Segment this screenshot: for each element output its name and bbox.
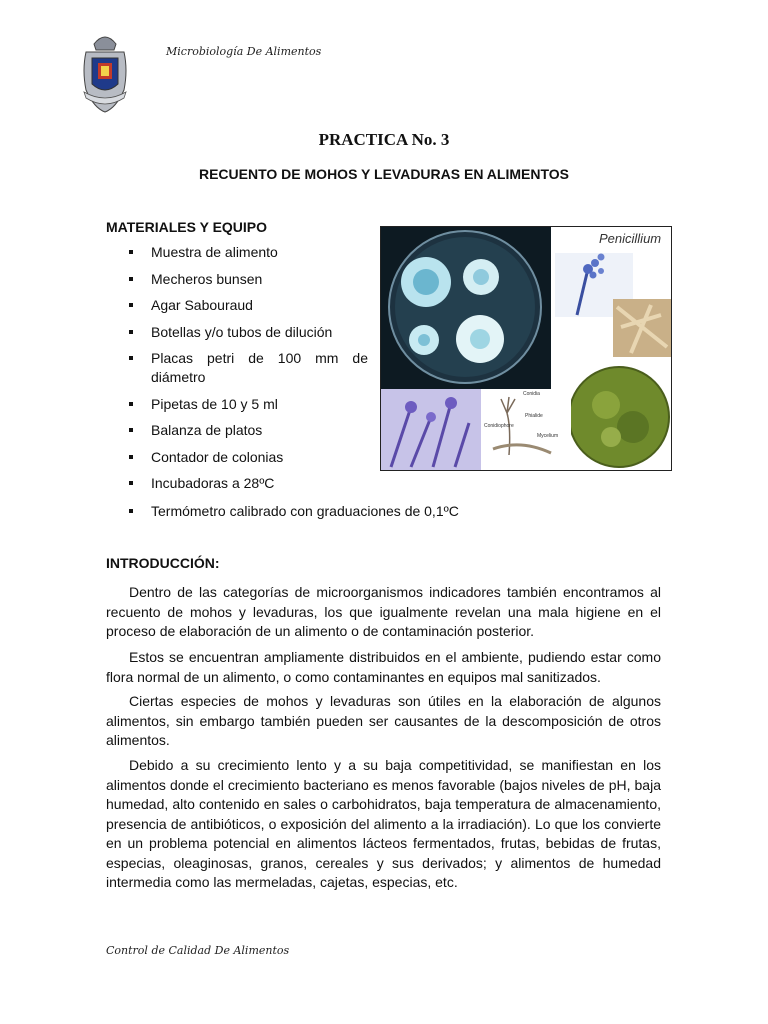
figure-label-conidia: Conidia (523, 391, 540, 397)
figure-label-conidiophore: Conidiophore (484, 423, 514, 429)
materials-list (106, 244, 368, 502)
running-footer: Control de Calidad De Alimentos (106, 944, 290, 957)
list-item: Balanza de platos (106, 422, 368, 439)
list-item: Mecheros bunsen (106, 271, 368, 288)
intro-paragraph: Debido a su crecimiento lento y a su baja competitividad, se manifiestan en los alimentos donde el crecimiento bacteriano es menos favorable (bajos niveles de pH, baja humedad, alto contenido en sales o carbohidratos, baja temperatura de almacenamiento, presencia de antibióticos, o exposición del alimento a la irradiación). Lo que los convierte en un problema potencial en alimentos lácteos fermentados, frutas, bebidas de frutas, especias, oleaginosas, granos, cereales y sus derivados; y alimentos de humedad intermedia como las mermeladas, cajetas, especias, etc. (106, 757, 661, 890)
page-subtitle: RECUENTO DE MOHOS Y LEVADURAS EN ALIMENTOS (198, 166, 569, 182)
page-title: PRACTICA No. 3 (318, 130, 450, 149)
introduction-heading: INTRODUCCIÓN: (106, 555, 220, 571)
figure-label-phialide: Phialide (525, 413, 543, 419)
list-item: Botellas y/o tubos de dilución (106, 324, 368, 341)
list-item: Incubadoras a 28ºC (106, 475, 368, 492)
list-item: Pipetas de 10 y 5 ml (106, 396, 368, 413)
intro-paragraph: Ciertas especies de mohos y levaduras son útiles en la elaboración de algunos alimentos, sin embargo también pueden ser causantes de la descomposición de otros alimentos. (106, 693, 661, 748)
list-item: Contador de colonias (106, 449, 368, 466)
university-crest-logo (80, 30, 130, 114)
list-item: Agar Sabouraud (106, 297, 368, 314)
running-header: Microbiología De Alimentos (166, 45, 322, 58)
list-item: Muestra de alimento (106, 244, 368, 261)
materials-heading: MATERIALES Y EQUIPO (106, 219, 268, 235)
figure-caption: Penicillium (599, 231, 662, 246)
list-item-continuation: diámetro (151, 369, 206, 385)
penicillium-collage-image (381, 227, 671, 470)
penicillium-figure (380, 226, 672, 471)
intro-paragraph: Estos se encuentran ampliamente distribuidos en el ambiente, pudiendo estar como flora normal de un alimento, o como contaminantes en equipos mal sanitizados. (106, 649, 661, 685)
figure-label-mycelium: Mycelium (537, 433, 559, 439)
list-item: Placas petri de 100 mm de (106, 350, 368, 367)
list-item: Termómetro calibrado con graduaciones de 0,1ºC (106, 503, 459, 519)
intro-paragraph: Dentro de las categorías de microorganismos indicadores también encontramos al recuento de mohos y levaduras, los que igualmente revelan una mala higiene en el proceso de elaboración de un alimento o de contaminación posterior. (106, 584, 661, 639)
